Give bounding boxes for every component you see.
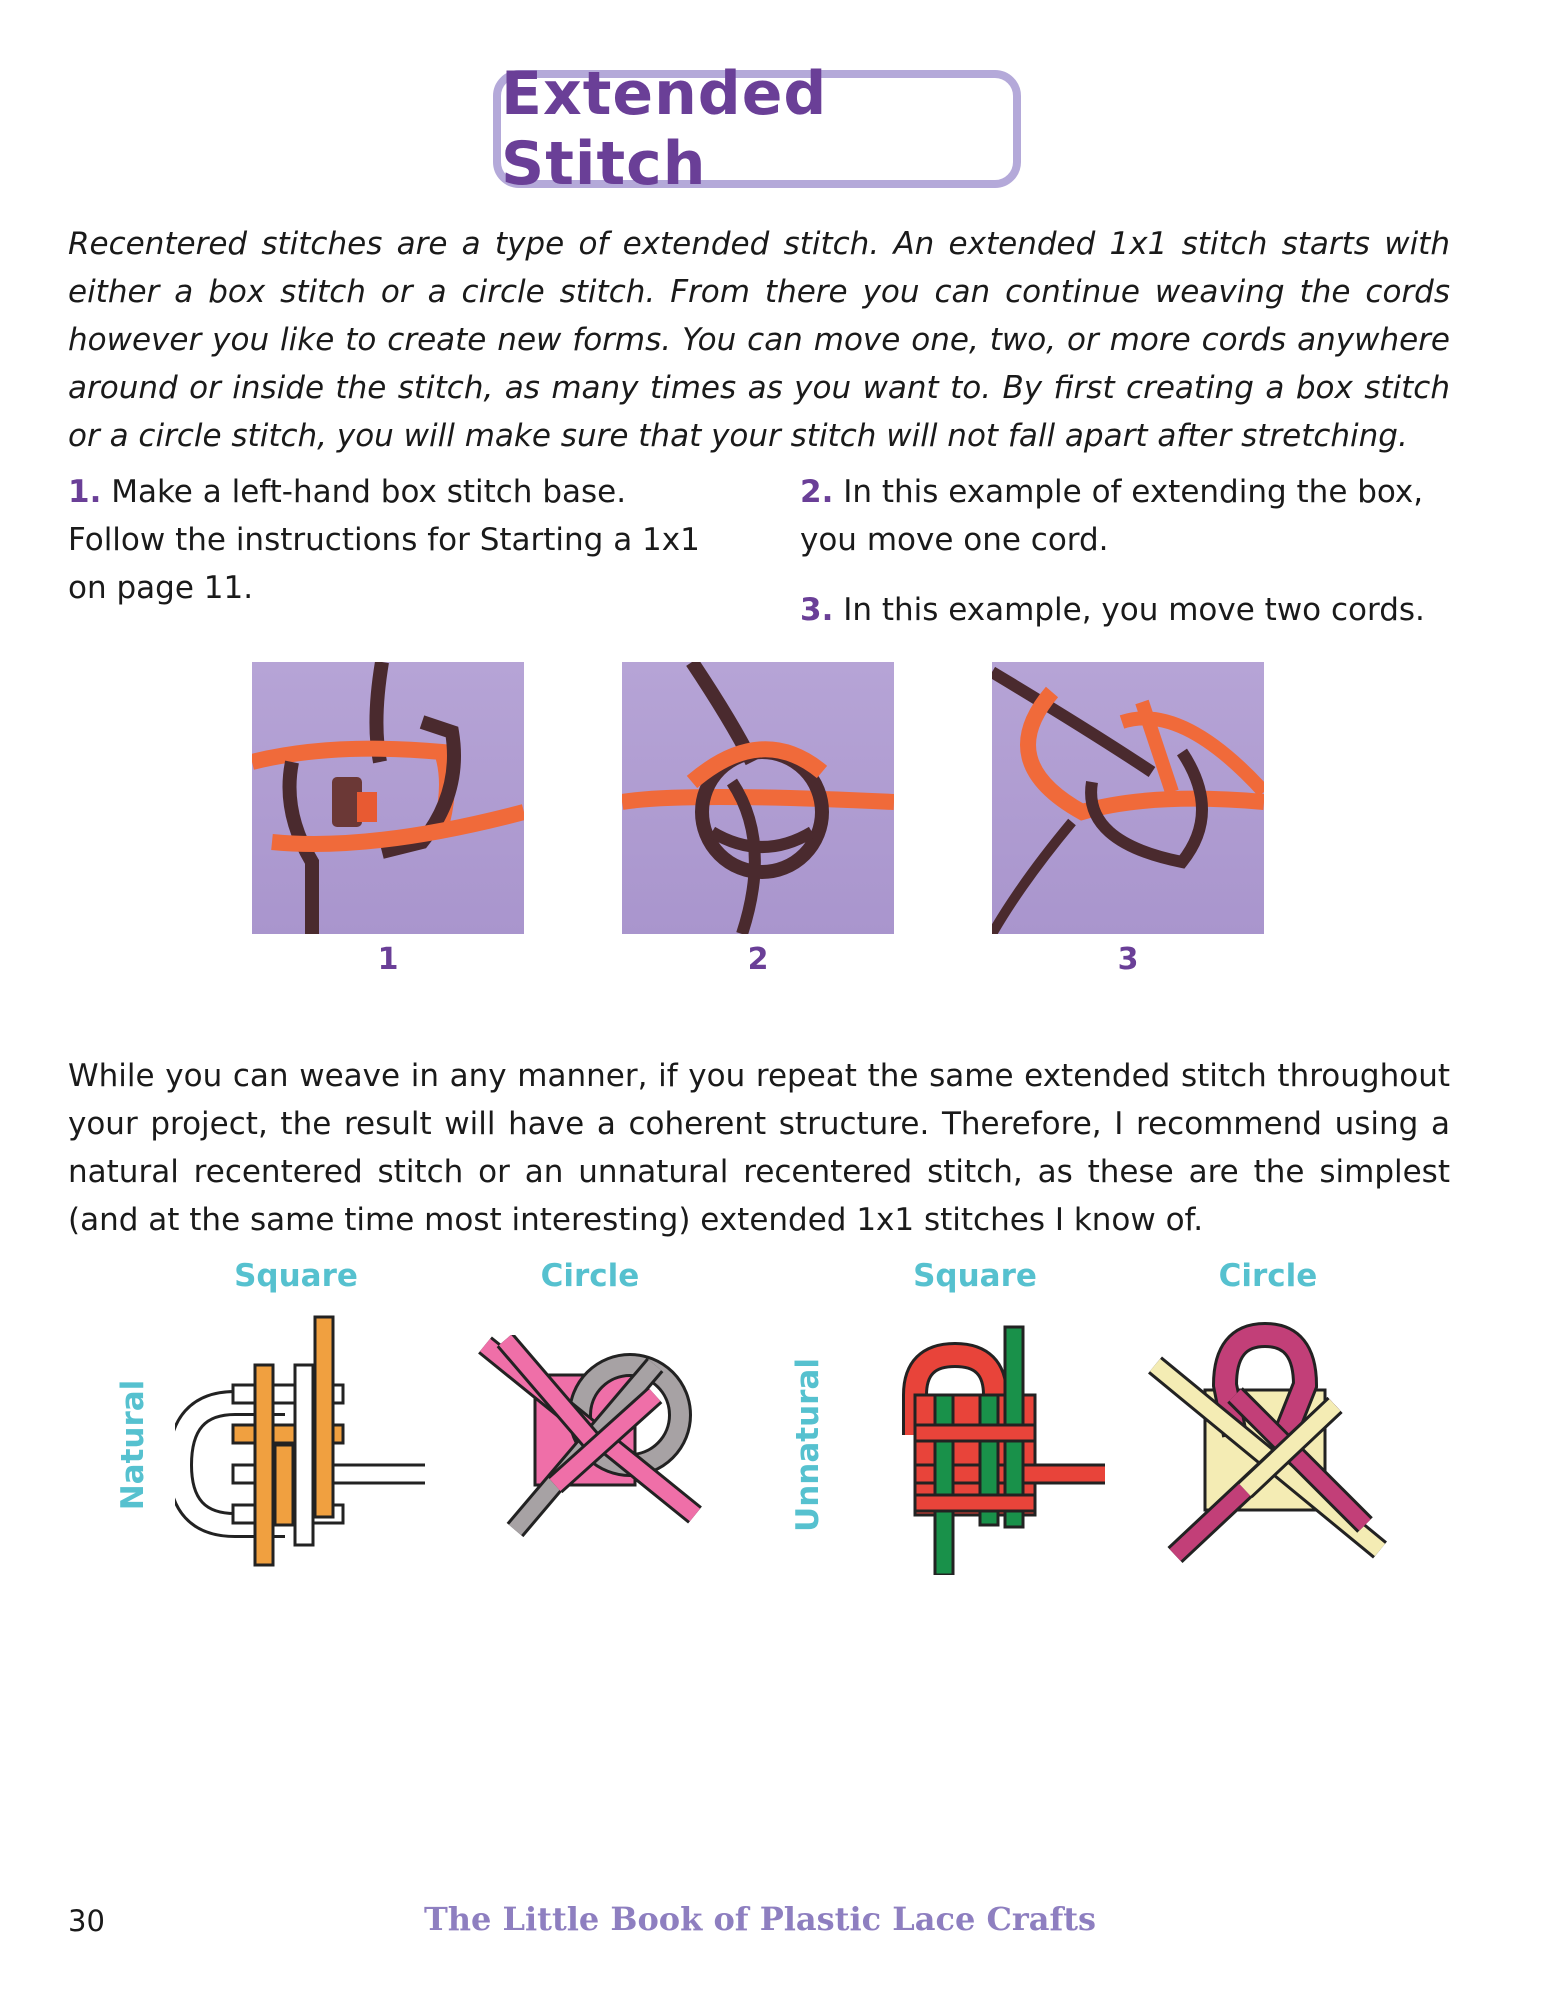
natural-square-diagram <box>175 1315 425 1575</box>
row-label-unnatural: Unnatural <box>790 1358 826 1532</box>
step-1-photo <box>252 662 524 934</box>
row-label-natural: Natural <box>115 1379 151 1511</box>
title-box <box>493 59 1021 199</box>
photo-2-caption: 2 <box>747 942 769 977</box>
step-1-text: Make a left-hand box stitch base. Follow the instructions for Starting a 1x1 on page 11. <box>68 474 700 606</box>
step-2 <box>800 468 1450 564</box>
col-label-natural-circle: Circle <box>540 1258 640 1294</box>
book-title: The Little Book of Plastic Lace Crafts <box>423 1900 1097 1938</box>
step-3-number: 3. <box>800 592 834 628</box>
intro-paragraph: Recentered stitches are a type of extended stitch. An extended 1x1 stitch starts with either a box stitch or a circle stitch. From there you can continue weaving the cords however you like to create new forms. You can move one, two, or more cords anywhere around or inside the stitch, as many times as you want to. By first creating a box stitch or a circle stitch, you will make sure that your stitch will not fall apart after stretching. <box>68 226 1450 454</box>
recommendation-paragraph: While you can weave in any manner, if you repeat the same extended stitch throughout your project, the result will have a coherent structure. Therefore, I recommend using a natural recentered stitch or an unnatural recentered stitch, as these are the simplest (and at the same time most interesting) extended 1x1 stitches I know of. <box>68 1058 1450 1238</box>
col-label-unnatural-circle: Circle <box>1218 1258 1318 1294</box>
step-3-text: In this example, you move two cords. <box>843 592 1425 628</box>
step-2-photo <box>622 662 894 934</box>
col-label-unnatural-square: Square <box>913 1258 1037 1294</box>
unnatural-square-diagram <box>865 1315 1105 1575</box>
step-2-text: In this example of extending the box, you move one cord. <box>800 474 1424 558</box>
step-1 <box>68 468 718 612</box>
unnatural-circle-diagram <box>1145 1315 1395 1575</box>
step-2-number: 2. <box>800 474 834 510</box>
natural-circle-diagram <box>475 1335 715 1555</box>
step-3 <box>800 586 1450 634</box>
photo-3-caption: 3 <box>1117 942 1139 977</box>
step-3-photo <box>992 662 1264 934</box>
page-title: Extended Stitch <box>501 59 828 199</box>
col-label-natural-square: Square <box>234 1258 358 1294</box>
photo-1-caption: 1 <box>377 942 399 977</box>
page-number: 30 <box>68 1904 105 1938</box>
step-1-number: 1. <box>68 474 102 510</box>
